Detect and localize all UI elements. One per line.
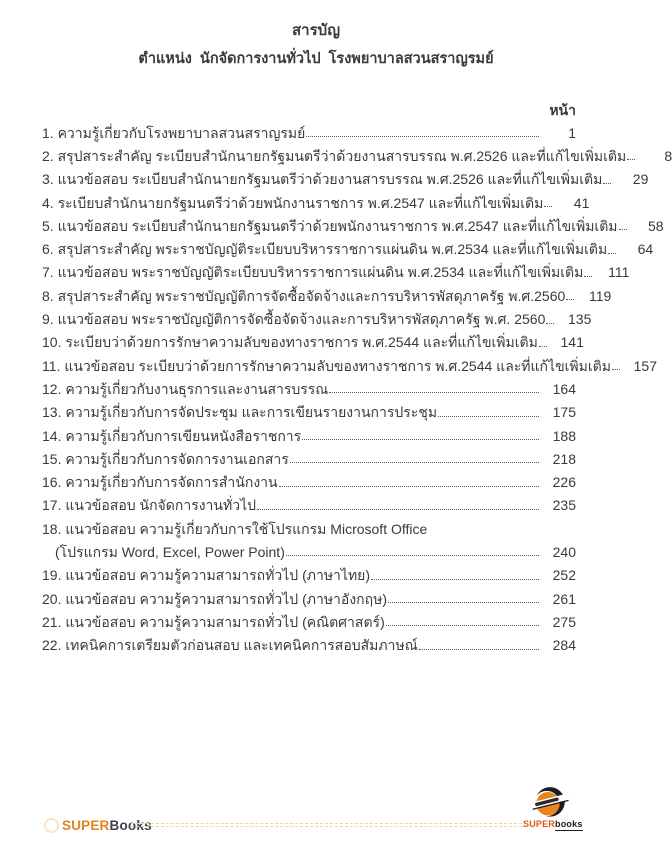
logo-text-books: books bbox=[555, 819, 583, 829]
dot-leader bbox=[419, 649, 539, 650]
toc-page-number: 175 bbox=[552, 404, 576, 421]
toc-row bbox=[42, 261, 630, 284]
footer-brand-super: SUPER bbox=[62, 817, 110, 833]
toc-entry-text: 10. ระเบียบว่าด้วยการรักษาความลับของทางราชการ พ.ศ.2544 และที่แก้ไขเพิ่มเติม bbox=[42, 334, 538, 351]
toc-row bbox=[42, 168, 649, 191]
toc-entry-text: 18. แนวข้อสอบ ความรู้เกี่ยวกับการใช้โปรแกรม Microsoft Office bbox=[42, 520, 428, 537]
dot-leader bbox=[619, 229, 627, 230]
toc-row bbox=[42, 494, 576, 517]
toc-row bbox=[42, 470, 576, 493]
toc-page-number: 275 bbox=[552, 613, 576, 630]
toc-row bbox=[42, 587, 576, 610]
toc-row bbox=[42, 331, 584, 354]
toc-page-number: 29 bbox=[632, 171, 649, 188]
toc-page-number: 261 bbox=[552, 590, 576, 607]
toc-row bbox=[42, 144, 672, 167]
toc-page-number: 226 bbox=[552, 474, 576, 491]
dot-leader bbox=[603, 183, 611, 184]
dot-leader bbox=[279, 486, 539, 487]
toc-page-number: 64 bbox=[637, 241, 654, 258]
toc-entry-text: 11. แนวข้อสอบ ระเบียบว่าด้วยการรักษาความลับของทางราชการ พ.ศ.2544 และที่แก้ไขเพิ่มเติม bbox=[42, 357, 611, 374]
superbooks-logo-text bbox=[523, 819, 583, 829]
toc-entry-text: 15. ความรู้เกี่ยวกับการจัดการงานเอกสาร bbox=[42, 450, 289, 467]
toc-entry-text: 13. ความรู้เกี่ยวกับการจัดประชุม และการเขียนรายงานการประชุม bbox=[42, 404, 438, 421]
toc-row bbox=[42, 121, 576, 144]
toc-row bbox=[42, 237, 654, 260]
toc-row bbox=[42, 214, 664, 237]
dot-leader bbox=[438, 416, 539, 417]
toc-row bbox=[42, 447, 576, 470]
toc-row bbox=[42, 191, 590, 214]
toc-entry-text: 3. แนวข้อสอบ ระเบียบสำนักนายกรัฐมนตรีว่าด้วยงานสารบรรณ พ.ศ.2526 และที่แก้ไขเพิ่มเติม bbox=[42, 171, 603, 188]
toc-entry-text: 19. แนวข้อสอบ ความรู้ความสามารถทั่วไป (ภาษาไทย) bbox=[42, 567, 371, 584]
toc-entry-text: 7. แนวข้อสอบ พระราชบัญญัติระเบียบบริหารราชการแผ่นดิน พ.ศ.2534 และที่แก้ไขเพิ่มเติม bbox=[42, 264, 584, 281]
toc-row bbox=[42, 564, 576, 587]
toc-page-number: 141 bbox=[560, 334, 584, 351]
dot-leader bbox=[584, 276, 592, 277]
toc-page-number: 111 bbox=[608, 264, 630, 281]
toc-row bbox=[42, 634, 576, 657]
toc-page-number: 235 bbox=[552, 497, 576, 514]
toc-row bbox=[42, 307, 592, 330]
toc-page-number: 218 bbox=[552, 450, 576, 467]
dot-leader bbox=[290, 462, 539, 463]
dot-leader bbox=[302, 439, 539, 440]
logo-text-super: SUPER bbox=[523, 819, 556, 829]
dot-leader bbox=[544, 206, 552, 207]
toc-entry-text: 22. เทคนิคการเตรียมตัวก่อนสอบ และเทคนิคการสอบสัมภาษณ์ bbox=[42, 637, 418, 654]
toc-row bbox=[42, 610, 576, 633]
toc-row bbox=[42, 401, 576, 424]
footer-dashed-divider bbox=[131, 823, 522, 828]
toc-page-number: 41 bbox=[573, 194, 590, 211]
toc-page-number: 135 bbox=[568, 311, 592, 328]
dot-leader bbox=[539, 346, 547, 347]
toc-page-number: 8 bbox=[664, 147, 672, 164]
toc-row bbox=[42, 354, 657, 377]
watermark-circle-icon bbox=[44, 818, 59, 833]
dot-leader bbox=[306, 136, 539, 137]
toc-entry-text: 6. สรุปสาระสำคัญ พระราชบัญญัติระเบียบบริหารราชการแผ่นดิน พ.ศ.2534 และที่แก้ไขเพิ่มเติม bbox=[42, 241, 608, 258]
toc-entry-text: 4. ระเบียบสำนักนายกรัฐมนตรีว่าด้วยพนักงานราชการ พ.ศ.2547 และที่แก้ไขเพิ่มเติม bbox=[42, 194, 544, 211]
superbooks-logo bbox=[523, 785, 583, 829]
toc-row bbox=[42, 377, 576, 400]
toc-entry-text: 9. แนวข้อสอบ พระราชบัญญัติการจัดซื้อจัดจ้างและการบริหารพัสดุภาครัฐ พ.ศ. 2560 bbox=[42, 311, 546, 328]
toc-entry-text: 16. ความรู้เกี่ยวกับการจัดการสำนักงาน bbox=[42, 474, 278, 491]
dot-leader bbox=[566, 299, 574, 300]
dot-leader bbox=[371, 579, 539, 580]
dot-leader bbox=[386, 625, 539, 626]
toc-entry-text: 8. สรุปสาระสำคัญ พระราชบัญญัติการจัดซื้อจัดจ้างและการบริหารพัสดุภาครัฐ พ.ศ.2560 bbox=[42, 287, 566, 304]
toc-row bbox=[42, 517, 576, 540]
toc-row bbox=[42, 284, 612, 307]
toc-entry-text: (โปรแกรม Word, Excel, Power Point) bbox=[55, 543, 285, 560]
page-title: สารบัญ bbox=[292, 22, 340, 39]
page-subtitle: ตำแหน่ง นักจัดการงานทั่วไป โรงพยาบาลสวนสราญรมย์ bbox=[138, 51, 494, 67]
toc-entry-text: 5. แนวข้อสอบ ระเบียบสำนักนายกรัฐมนตรีว่าด้วยพนักงานราชการ พ.ศ.2547 และที่แก้ไขเพิ่มเติม bbox=[42, 217, 618, 234]
page-column-header: หน้า bbox=[549, 102, 576, 118]
toc-page-number: 119 bbox=[588, 287, 612, 304]
toc-row bbox=[42, 424, 576, 447]
toc-page-number: 284 bbox=[552, 637, 576, 654]
toc-page-number: 157 bbox=[633, 357, 657, 374]
toc-entry-text: 14. ความรู้เกี่ยวกับการเขียนหนังสือราชการ bbox=[42, 427, 302, 444]
toc-entry-text: 20. แนวข้อสอบ ความรู้ความสามารถทั่วไป (ภาษาอังกฤษ) bbox=[42, 590, 387, 607]
dot-leader bbox=[329, 392, 539, 393]
superbooks-logo-icon bbox=[533, 785, 567, 819]
toc-entry-text: 17. แนวข้อสอบ นักจัดการงานทั่วไป bbox=[42, 497, 256, 514]
dot-leader bbox=[286, 555, 539, 556]
toc-page-number: 1 bbox=[568, 124, 576, 141]
dot-leader bbox=[612, 369, 620, 370]
toc-entry-text: 12. ความรู้เกี่ยวกับงานธุรการและงานสารบรรณ bbox=[42, 380, 329, 397]
toc-row bbox=[42, 540, 576, 563]
dot-leader bbox=[257, 509, 539, 510]
toc-entry-text: 2. สรุปสาระสำคัญ ระเบียบสำนักนายกรัฐมนตรีว่าด้วยงานสารบรรณ พ.ศ.2526 และที่แก้ไขเพิ่มเติม bbox=[42, 147, 627, 164]
dot-leader bbox=[388, 602, 539, 603]
toc-list bbox=[42, 121, 672, 657]
toc-page-number: 188 bbox=[552, 427, 576, 444]
dot-leader bbox=[627, 159, 635, 160]
toc-page-number: 240 bbox=[552, 543, 576, 560]
footer-brand-books: Books bbox=[109, 817, 152, 833]
dot-leader bbox=[546, 323, 554, 324]
toc-entry-text: 21. แนวข้อสอบ ความรู้ความสามารถทั่วไป (คณิตศาสตร์) bbox=[42, 613, 385, 630]
toc-entry-text: 1. ความรู้เกี่ยวกับโรงพยาบาลสวนสราญรมย์ bbox=[42, 124, 306, 141]
dot-leader bbox=[608, 253, 616, 254]
toc-page-number: 164 bbox=[552, 380, 576, 397]
toc-page-number: 252 bbox=[552, 567, 576, 584]
toc-page-number: 58 bbox=[647, 217, 664, 234]
